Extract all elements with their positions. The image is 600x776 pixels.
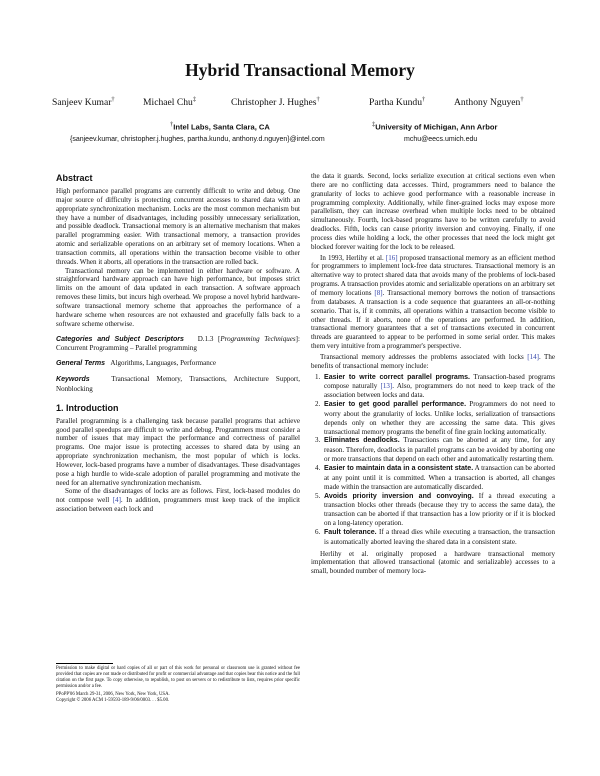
categories: Categories and Subject Descriptors D.1.3 [Programming Techniques]: Concurrent Programming – Parallel programming: [56, 334, 300, 353]
permission-notice: Permission to make digital or hard copies of all or part of this work for personal or classroom use is granted without fee provided that copies are not made or distributed for profit or commercial advantage and that copies bear this notice and the full citation on the first page. To copy otherwise, to republish, to post on servers or to redistribute to lists, requires prior specific permission and/or a fee. PPoPP'06 March 29-31, 2006, New York, New York, USA. Copyright © 2006 ACM 1-59593-189-9/06/0003. . . $5.00.: [56, 666, 300, 704]
right-paragraph-3: Transactional memory addresses the problems associated with locks [14]. The benefits of transactional memory include:: [311, 352, 555, 370]
affiliation-umich: ‡University of Michigan, Ann Arbor: [372, 121, 498, 132]
right-paragraph-4: Herlihy et al. originally proposed a hardware transactional memory implementation that allowed transactional (atomic and serializable) accesses to a small, bounded number of memory loca-: [311, 549, 555, 576]
email-umich: mchu@eecs.umich.edu: [404, 136, 478, 143]
introduction-heading: 1. Introduction: [56, 402, 119, 413]
list-item: 6. Fault tolerance. If a thread dies while executing a transaction, the transaction is automatically aborted leaving the shared data in a consistent state.: [322, 528, 555, 547]
left-column: [56, 172, 300, 514]
list-item: 5. Avoids priority inversion and convoying. If a thread executing a transaction blocks other threads (because they try to access the same data), the transaction can be aborted if that transaction has a low priority or if it is blocked on a long-latency operation.: [322, 492, 555, 528]
citation-link[interactable]: [14]: [527, 352, 539, 361]
author-1: Sanjeev Kumar†: [52, 96, 115, 109]
author-4: Partha Kundu†: [369, 96, 426, 109]
list-item: 4. Easier to maintain data in a consistent state. A transaction can be aborted at any point until it is committed. When a transaction is aborted, all changes made within the transaction are automatically discarded.: [322, 464, 555, 492]
citation-link[interactable]: [8]: [374, 288, 383, 297]
author-2: Michael Chu‡: [143, 96, 197, 109]
keywords: Keywords Transactional Memory, Transactions, Architecture Support, Nonblocking: [56, 375, 300, 393]
right-paragraph-2: In 1993, Herlihy et al. [16] proposed transactional memory as an efficient method for programmers to implement lock-free data structures. Transactional memory is an alternative way to protect shared data that avoids many of the problems of lock-based programs. A transaction provides atomic and serializable operations on an arbitrary set of memory locations [8]. Transactional memory borrows the notion of transactions from databases. A transaction is a code sequence that guarantees an all-or-nothing scenario. That is, if it commits, all operations within a transaction become visible to other threads. If it aborts, none of the operations are performed. In addition, transactional memory guarantees that a set of transactions executed in concurrent threads are guaranteed to appear to be performed in some serial order. This makes them very intuitive from a programmer's perspective.: [311, 253, 555, 351]
author-5: Anthony Nguyen†: [454, 96, 524, 109]
abstract-paragraph-2: Transactional memory can be implemented in either hardware or software. A straightforward hardware approach can have high performance, but imposes strict limits on the amount of data updated in each transaction. A software approach removes these limits, but incurs high overhead. We propose a novel hybrid hardware-software transactional memory scheme that approaches the performance of a hardware scheme when resources are not exhausted and gracefully falls back to a software scheme otherwise.: [56, 266, 300, 328]
citation-link[interactable]: [13]: [380, 382, 393, 391]
footnote-rule: [56, 663, 113, 664]
paper-title: Hybrid Transactional Memory: [185, 60, 415, 80]
affiliation-intel: †Intel Labs, Santa Clara, CA: [170, 121, 270, 132]
intro-paragraph-2: Some of the disadvantages of locks are as follows. First, lock-based modules do not compose well [4]. In addition, programmers must keep track of the implicit association between each lock and: [56, 487, 300, 514]
author-list: [40, 96, 560, 112]
email-intel: {sanjeev.kumar, christopher.j.hughes, partha.kundu, anthony.d.nguyen}@intel.com: [70, 136, 325, 143]
list-item: 2. Easier to get good parallel performance. Programmers do not need to worry about the granularity of locks. Unlike locks, serialization of transactions depends only on whether they are accessing the same data. This gives transactional memory programs the benefit of fine grain locking automatically.: [322, 400, 555, 436]
citation-link[interactable]: [4]: [112, 496, 121, 505]
list-item: 1. Easier to write correct parallel programs. Transaction-based programs compose naturally [13]. Also, programmers do not need to keep track of the association between locks and data.: [322, 373, 555, 401]
intro-paragraph-1: Parallel programming is a challenging task because parallel programs that achieve good parallel speedups are difficult to write and debug. Programmers must consider a number of issues that may impact the performance and correctness of parallel programs. One major issue is protecting accesses to shared data by using an appropriate synchronization mechanism, the most popular of which is locks. However, lock-based programs have a number of disadvantages. These disadvantages pose a high hurdle to wide-scale adoption of parallel programming and motivate the need for an alternative synchronization mechanism.: [56, 416, 300, 487]
right-column: [311, 172, 555, 576]
general-terms: General Terms Algorithms, Languages, Performance: [56, 359, 217, 368]
abstract-paragraph-1: High performance parallel programs are currently difficult to write and debug. One major source of difficulty is protecting concurrent accesses to shared data with an appropriate synchronization mechanism. Locks are the most common mechanism but they have a number of disadvantages, including possibly unnecessary serialization, and possible deadlock. Transactional memory is an alternative mechanism that makes parallel programming easier. With transactional memory, a transaction provides atomic and serializable operations on an arbitrary set of memory locations. When a transaction commits, all operations within the transaction become visible to other threads. When it aborts, all operations in the transaction are rolled back.: [56, 187, 300, 266]
author-3: Christopher J. Hughes†: [231, 96, 320, 109]
list-item: 3. Eliminates deadlocks. Transactions can be aborted at any time, for any reason. Therefore, deadlocks in parallel programs can be avoided by aborting one or more transactions that depend on each other and automatically restarting them.: [322, 436, 555, 464]
abstract-heading: Abstract: [56, 173, 93, 183]
benefits-list: [311, 373, 555, 547]
citation-link[interactable]: [16]: [385, 253, 398, 262]
right-paragraph-1: the data it guards. Second, locks serialize execution at critical sections even when there are no conflicting data accesses. Third, programmers need to balance the granularity of locks to achieve good performance with a reasonable increase in programming complexity. Additionally, while finer-grained locks may expose more parallelism, they can increase overhead when multiple locks need to be obtained simultaneously. Fourth, lock-based programs have to be written carefully to avoid deadlocks. Fifth, locks can cause priority inversion and convoying. Finally, if one process dies while holding a lock, the other processes that need the lock might get blocked forever waiting for the lock to be released.: [311, 172, 555, 251]
